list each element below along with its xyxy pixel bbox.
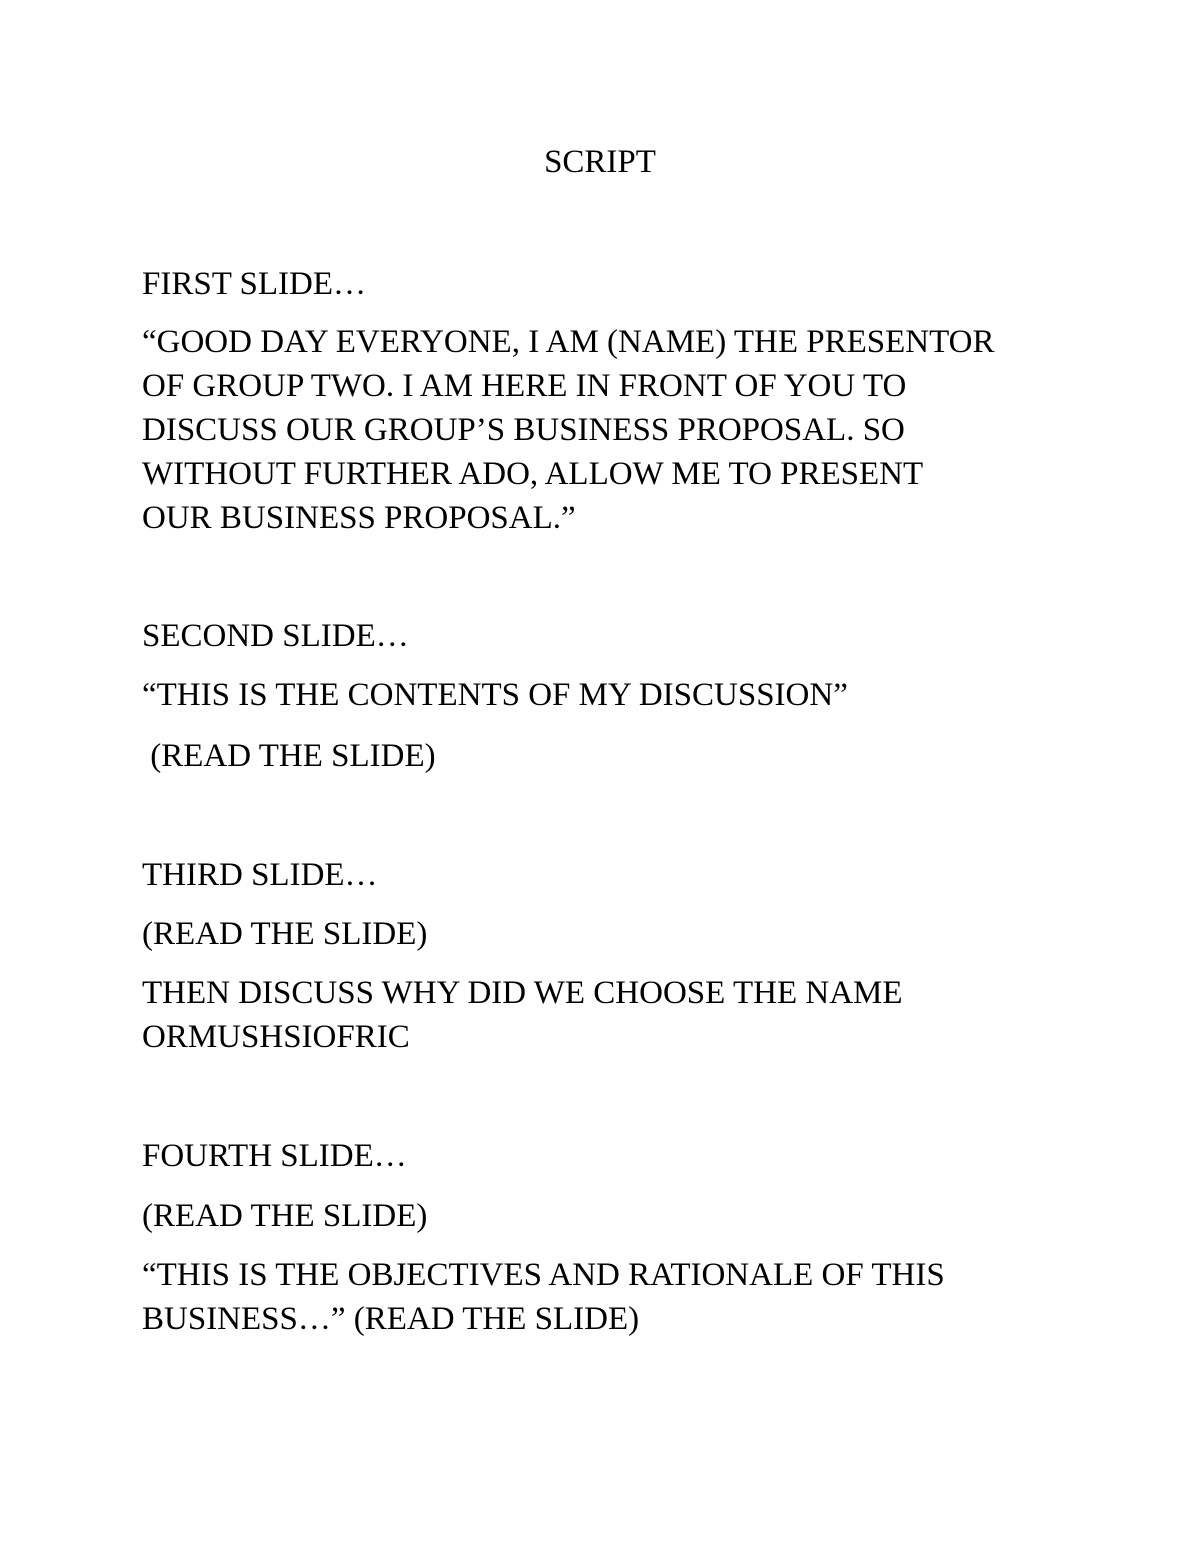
section-line: “THIS IS THE OBJECTIVES AND RATIONALE OF THIS xyxy=(142,1257,945,1293)
section-line: OUR BUSINESS PROPOSAL.” xyxy=(142,500,576,536)
section-line: OF GROUP TWO. I AM HERE IN FRONT OF YOU TO xyxy=(142,368,907,404)
section-line: BUSINESS…” (READ THE SLIDE) xyxy=(142,1301,640,1337)
document-title: SCRIPT xyxy=(544,144,656,180)
section-heading-second-slide: SECOND SLIDE… xyxy=(142,618,409,654)
section-line: (READ THE SLIDE) xyxy=(142,738,436,774)
section-line: WITHOUT FURTHER ADO, ALLOW ME TO PRESENT xyxy=(142,456,924,492)
section-line: (READ THE SLIDE) xyxy=(142,916,428,952)
section-line: THEN DISCUSS WHY DID WE CHOOSE THE NAME xyxy=(142,975,903,1011)
section-line: (READ THE SLIDE) xyxy=(142,1198,428,1234)
section-line: DISCUSS OUR GROUP’S BUSINESS PROPOSAL. SO xyxy=(142,412,905,448)
section-heading-third-slide: THIRD SLIDE… xyxy=(142,857,378,893)
section-line: “THIS IS THE CONTENTS OF MY DISCUSSION” xyxy=(142,677,848,713)
section-heading-first-slide: FIRST SLIDE… xyxy=(142,266,367,302)
section-heading-fourth-slide: FOURTH SLIDE… xyxy=(142,1138,407,1174)
section-line: “GOOD DAY EVERYONE, I AM (NAME) THE PRESENTOR xyxy=(142,324,995,360)
section-line: ORMUSHSIOFRIC xyxy=(142,1019,410,1055)
